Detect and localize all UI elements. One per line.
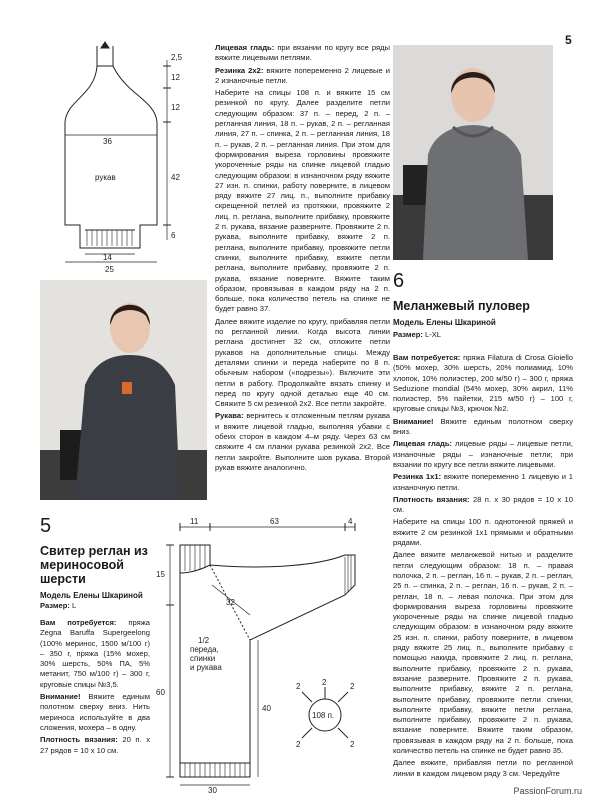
model6-stitch2: Резинка 1х1: вяжите попеременно 1 лицевую и 1 изнаночную петли.	[393, 472, 573, 492]
model6-p2: Далее вяжите меланжевой нитью и разделите петли следующим образом: 18 п. – правая полочка, 2 п. – реглан, 16 п. – рукав, 2 п. – реглан, 25 п. – спинка, 2 п. – реглан, 16 п. – рукав, 2 п. – реглан, 18 п. – левая полочка. При этом для формирования выреза горловины провяжите укороченные ряды на спинке лицевой гладью следующим образом: в изнаночном ряду вяжите 25 изн. п. спинки, работу поверните, в лицевом ряду вяжите 25 лиц. п., выполните прибавку с помощью накида, провяжите 2 лиц. п. реглана, выполните прибавку, провяжите 2 п. рукава, вязание разверните. Провяжите 2 п. рукава, выполните прибавку, вяжите 2 п. реглана, выполните прибавку, провяжите петли спинки, выполните прибавку, вяжите петли реглана, выполните прибавку, провяжите 2 п. рукава, вязание поверните. Вяжите таким образом, провязывая в каждом ряду на 2 п. больше, пока количество петель на спинке не будет равно 35.	[393, 550, 573, 755]
body-dim-30: 30	[208, 786, 217, 795]
body-dim-63: 63	[270, 517, 279, 526]
model5-note: Внимание! Вяжите единым полотном сверху вниз. Нить мериноса используйте в два сложения, мохера – в одну.	[40, 692, 150, 732]
circle-dim-top: 2	[322, 678, 327, 687]
photo-model-5	[40, 280, 207, 500]
model5-title: Свитер реглан из мериносовой шерсти	[40, 544, 148, 586]
model6-number: 6	[393, 270, 405, 292]
body-dim-4: 4	[348, 517, 353, 526]
col2-text	[215, 43, 390, 475]
model6-note: Внимание! Вяжите единым полотном сверху вниз.	[393, 416, 573, 437]
model6-p3: Далее вяжите, прибавляя петли по регланной линии в каждом лицевом ряду 3 см. Чередуйте	[393, 758, 573, 778]
model6-density: Плотность вязания: 28 п. х 30 рядов = 10 х 10 см.	[393, 494, 574, 515]
model6-need: Вам потребуется: пряжа Filatura di Crosa Gioiello (50% мохер, 30% шерсть, 20% полиамид, 10% хлопок, 10% полиэстер, 200 м/50 г) – 300 г, пряжа Seduzione mondial (54% мохер, 30% акрил, 11% полиэстер, 5% пайетки, 215 м/50 г) – 100 г, круговые спицы №3, крючок №2.	[393, 353, 574, 414]
col3-text	[393, 353, 573, 781]
sleeve-dim-36: 36	[103, 137, 112, 146]
model5-need: Вам потребуется: пряжа Zegna Baruffa Supergeelong (100% меринос, 1500 м/100 г) – 350 г, пряжа (15% мохер, 30% шерсть, 50% ПА, 5% метанит, 750 м/100 г) – 300 г, круговые спицы №3,5.	[40, 618, 150, 689]
circle-dim-br: 2	[350, 740, 355, 749]
sleeve-diagram	[55, 40, 190, 275]
circle-dim-bl: 2	[296, 740, 301, 749]
stitch-stockinette: Лицевая гладь: при вязании по кругу все ряды вяжите лицевыми петлями.	[215, 43, 390, 63]
model5-number: 5	[40, 515, 52, 537]
body-label-1: 1/2	[198, 636, 210, 645]
model5-density: Плотность вязания: 20 п. х 27 рядов = 10 х 10 см.	[40, 735, 150, 755]
body-label-4: и рукава	[190, 663, 222, 672]
model5-text	[40, 618, 150, 758]
body-diagram	[150, 515, 380, 795]
model6-p1: Наберите на спицы 100 п. однотонной пряжей и вяжите 2 см резинкой 1х1 прямыми и обратными рядами.	[393, 517, 573, 548]
circle-dim-tr: 2	[350, 682, 355, 691]
model5-author: Модель Елены Шкариной	[40, 591, 143, 600]
sleeve-dim-25: 25	[105, 265, 114, 274]
body-dim-60: 60	[156, 688, 165, 697]
photo-model-6	[393, 45, 553, 260]
instructions-p2: Далее вяжите изделие по кругу, прибавляя петли по регланной линии. Когда высота линии реглана достигнет 32 см, отложите петли рукавов на дополнительные спицы. Между деталями спинки и переда наберите по 8 п. обычным набором («подрезы»). Включите эти петли в работу. Продолжайте вязать спинку и перед по кругу одной деталью еще 40 см. Свяжите 5 см резинкой 2х2. Все петли закройте.	[215, 316, 390, 409]
watermark: PassionForum.ru	[513, 786, 582, 796]
model6-header	[393, 270, 573, 340]
body-dim-40: 40	[262, 704, 271, 713]
circle-label: 108 п.	[312, 711, 335, 720]
body-dim-11: 11	[190, 517, 199, 526]
model5-header	[40, 515, 150, 611]
instructions-sleeves: Рукава: вернитесь к отложенным петлям рукава и вяжите лицевой гладью, выполняя убавки с обеих сторон в каждом 4–м ряду. Через 63 см свяжите 4 см планки рукава резинкой 2х2. Все петли закройте. Выполните шов рукава. Второй рукав вяжите аналогично.	[215, 411, 390, 472]
model6-author: Модель Елены Шкариной	[393, 318, 496, 327]
sleeve-dim-top: 2,5	[171, 53, 183, 62]
instructions-p1: Наберите на спицы 108 п. и вяжите 15 см резинкой по кругу. Далее разделите петли следующим образом: 37 п. – перед, 2 п. – регланная линия, 18 п. – рукав, 2 п. – регланная линия, 27 п. – спинка, 2 п. – регланная линия, 18 п. – рукав, 2 п. – регланная линия. При этом для формирования выреза горловины провяжите укороченные ряды на спинке лицевой гладью следующим образом: в изнаночном ряду вяжите 27 изн. п. спинки, работу поверните, в лицевом ряду вяжите 27 лиц. п., выполните прибавку скрещенной петлей из протяжки, провяжите 2 лиц. п. реглана, выполните прибавку, провяжите 2 п. рукава, вязание разверните. Провяжите 2 п. рукава, выполните прибавку, вяжите 2 п. реглана, выполните прибавку, провяжите петли спинки, выполните прибавку, вяжите петли реглана, выполните прибавку, провяжите 2 п. рукава, вязание поверните. Вяжите таким образом, провязывая в каждом ряду на 2 п. больше, пока количество петель на спинке не будет равно 37.	[215, 88, 390, 314]
model6-size: Размер: L-XL	[393, 330, 442, 339]
sleeve-dim-14: 14	[103, 253, 112, 262]
sleeve-dim-12a: 12	[171, 73, 180, 82]
sleeve-dim-6: 6	[171, 231, 176, 240]
sleeve-label: рукав	[95, 173, 116, 182]
body-dim-15: 15	[156, 570, 165, 579]
model6-stitch1: Лицевая гладь: лицевые ряды – лицевые петли, изнаночные ряды – изнаночные петли; при вязании по кругу все петли вяжите лицевыми.	[393, 439, 573, 469]
body-label-3: спинки	[190, 654, 216, 663]
body-label-2: переда,	[190, 645, 219, 654]
sleeve-dim-12b: 12	[171, 103, 180, 112]
circle-dim-tl: 2	[296, 682, 301, 691]
sleeve-dim-42: 42	[171, 173, 180, 182]
model5-size: Размер: L	[40, 601, 77, 610]
body-dim-32: 32	[226, 598, 235, 607]
stitch-rib: Резинка 2х2: вяжите попеременно 2 лицевые и 2 изнаночные петли.	[215, 65, 390, 85]
model6-title: Меланжевый пуловер	[393, 299, 530, 313]
page-number: 5	[565, 33, 572, 47]
